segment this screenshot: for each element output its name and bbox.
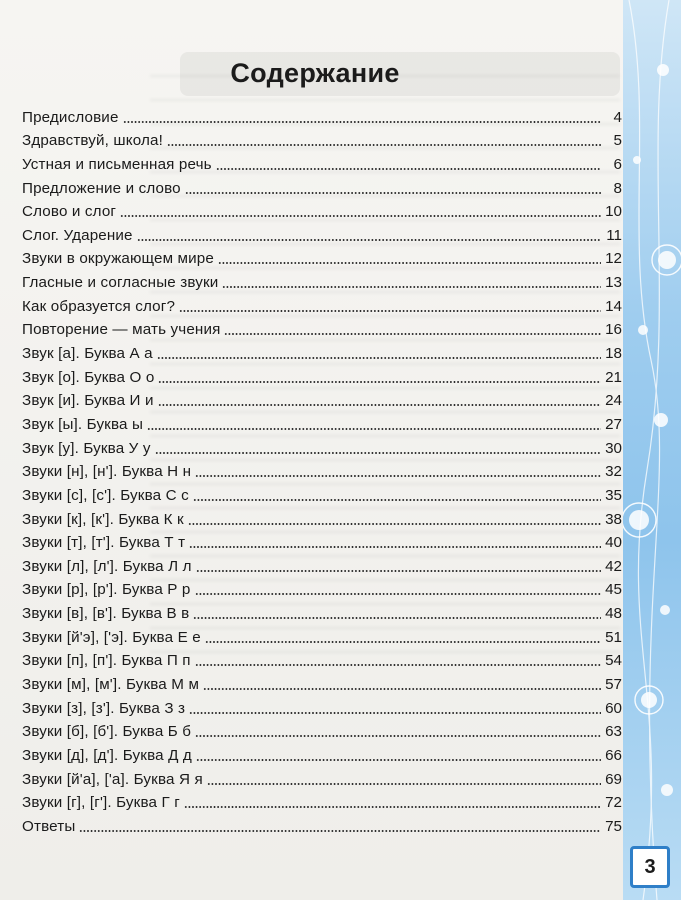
toc-entry-title: Звуки [к], [к']. Буква К к (22, 510, 184, 528)
toc-entry-page: 32 (605, 463, 622, 481)
toc-entry-title: Звуки [с], [с']. Буква С с (22, 486, 189, 504)
toc-entry (22, 221, 622, 245)
dot-leader (188, 523, 601, 525)
toc-entry (22, 812, 622, 836)
dot-leader (189, 546, 601, 548)
toc-entry-title: Звуки [л], [л']. Буква Л л (22, 557, 192, 575)
dot-leader (222, 286, 601, 288)
toc-entry-page: 75 (605, 817, 622, 835)
dot-leader (79, 830, 601, 832)
toc-entry-page: 57 (605, 676, 622, 694)
toc-entry-page: 5 (613, 132, 622, 150)
toc-entry-page: 6 (613, 155, 622, 173)
dot-leader (155, 452, 601, 454)
dot-leader (123, 121, 601, 123)
toc-entry-title: Ответы (22, 817, 76, 835)
toc-entry-page: 42 (605, 557, 622, 575)
toc-entry (22, 103, 622, 127)
toc-entry (22, 458, 622, 482)
toc-entry (22, 718, 622, 742)
dot-leader (120, 215, 601, 217)
dot-leader (195, 735, 601, 737)
toc-entry-page: 10 (605, 203, 622, 221)
toc-entry-title: Звуки [п], [п']. Буква П п (22, 652, 191, 670)
toc-entry-page: 72 (605, 794, 622, 812)
dot-leader (158, 381, 601, 383)
toc-entry (22, 529, 622, 553)
toc-entry-page: 54 (605, 652, 622, 670)
toc-entry (22, 576, 622, 600)
dot-leader (224, 333, 601, 335)
dot-leader (184, 806, 601, 808)
toc-entry (22, 670, 622, 694)
toc-entry-page: 40 (605, 534, 622, 552)
toc-entry-page: 13 (605, 274, 622, 292)
toc-entry-title: Слог. Ударение (22, 226, 133, 244)
toc-entry (22, 505, 622, 529)
dot-leader (137, 239, 601, 241)
toc-entry-page: 48 (605, 605, 622, 623)
dot-leader (196, 570, 601, 572)
dot-leader (218, 262, 601, 264)
toc-entry (22, 150, 622, 174)
toc-entry (22, 789, 622, 813)
toc-entry (22, 127, 622, 151)
dot-leader (185, 192, 601, 194)
dot-leader (158, 404, 601, 406)
dot-leader (216, 168, 601, 170)
toc-entry-title: Звуки [м], [м']. Буква М м (22, 676, 200, 694)
toc-entry-title: Звук [о]. Буква О о (22, 368, 155, 386)
toc-entry-title: Гласные и согласные звуки (22, 274, 219, 292)
toc-entry-title: Звуки [н], [н']. Буква Н н (22, 463, 192, 481)
toc-entry (22, 481, 622, 505)
toc-entry-title: Устная и письменная речь (22, 155, 212, 173)
toc-entry-title: Слово и слог (22, 203, 117, 221)
toc-entry (22, 647, 622, 671)
toc-entry (22, 765, 622, 789)
toc-entry (22, 741, 622, 765)
toc-entry-page: 18 (605, 345, 622, 363)
toc-entry-page: 63 (605, 723, 622, 741)
toc-entry-page: 51 (605, 628, 622, 646)
toc-entry-page: 12 (605, 250, 622, 268)
toc-entry-title: Предложение и слово (22, 179, 181, 197)
toc-entry-title: Звук [а]. Буква А а (22, 345, 153, 363)
toc-entry (22, 245, 622, 269)
dot-leader (179, 310, 601, 312)
toc-entry (22, 623, 622, 647)
dot-leader (207, 783, 601, 785)
toc-entry (22, 198, 622, 222)
toc-entry-page: 69 (605, 770, 622, 788)
toc-entry (22, 292, 622, 316)
toc-entry-title: Звуки [г], [г']. Буква Г г (22, 794, 180, 812)
toc-entry-title: Звук [у]. Буква У у (22, 439, 151, 457)
toc-entry-title: Звуки [з], [з']. Буква З з (22, 699, 186, 717)
toc-entry-page: 24 (605, 392, 622, 410)
table-of-contents (22, 103, 622, 836)
toc-entry-title: Звуки [р], [р']. Буква Р р (22, 581, 191, 599)
toc-entry-page: 38 (605, 510, 622, 528)
toc-entry-page: 45 (605, 581, 622, 599)
toc-entry-title: Звуки [т], [т']. Буква Т т (22, 534, 186, 552)
toc-entry-page: 60 (605, 699, 622, 717)
toc-entry-page: 35 (605, 486, 622, 504)
toc-entry (22, 599, 622, 623)
dot-leader (157, 357, 601, 359)
toc-entry-title: Звуки [б], [б']. Буква Б б (22, 723, 192, 741)
toc-entry-title: Здравствуй, школа! (22, 132, 163, 150)
toc-entry-page: 8 (613, 179, 622, 197)
toc-entry-title: Звуки [д], [д']. Буква Д д (22, 746, 192, 764)
page-number: 3 (630, 846, 670, 888)
toc-entry (22, 387, 622, 411)
toc-entry-title: Звуки [й'э], ['э]. Буква Е е (22, 628, 201, 646)
toc-entry-title: Предисловие (22, 108, 119, 126)
dot-leader (193, 617, 601, 619)
toc-entry-page: 14 (605, 297, 622, 315)
side-decoration (623, 0, 681, 900)
toc-entry-title: Как образуется слог? (22, 297, 176, 315)
toc-entry (22, 694, 622, 718)
toc-entry-page: 16 (605, 321, 622, 339)
toc-entry-title: Звуки [в], [в']. Буква В в (22, 605, 190, 623)
toc-entry-page: 30 (605, 439, 622, 457)
toc-entry-title: Звук [и]. Буква И и (22, 392, 154, 410)
dot-leader (147, 428, 601, 430)
toc-entry (22, 552, 622, 576)
dot-leader (193, 499, 601, 501)
toc-entry-page: 27 (605, 415, 622, 433)
toc-entry-title: Повторение — мать учения (22, 321, 221, 339)
toc-entry (22, 339, 622, 363)
dot-leader (195, 475, 601, 477)
page-title: Содержание (230, 58, 400, 88)
toc-entry (22, 174, 622, 198)
toc-entry-title: Звуки [й'а], ['а]. Буква Я я (22, 770, 203, 788)
toc-entry-title: Звуки в окружающем мире (22, 250, 214, 268)
dot-leader (195, 593, 601, 595)
toc-entry-title: Звук [ы]. Буква ы (22, 415, 144, 433)
toc-entry-page: 11 (606, 226, 622, 244)
dot-leader (189, 712, 601, 714)
flower-pattern-icon (623, 0, 681, 900)
dot-leader (203, 688, 601, 690)
dot-leader (195, 664, 601, 666)
toc-entry (22, 363, 622, 387)
toc-entry-page: 4 (613, 108, 622, 126)
dot-leader (167, 144, 601, 146)
toc-entry (22, 434, 622, 458)
toc-entry-page: 21 (605, 368, 622, 386)
toc-entry (22, 316, 622, 340)
dot-leader (196, 759, 601, 761)
toc-entry (22, 410, 622, 434)
toc-entry (22, 268, 622, 292)
dot-leader (205, 641, 601, 643)
toc-entry-page: 66 (605, 746, 622, 764)
